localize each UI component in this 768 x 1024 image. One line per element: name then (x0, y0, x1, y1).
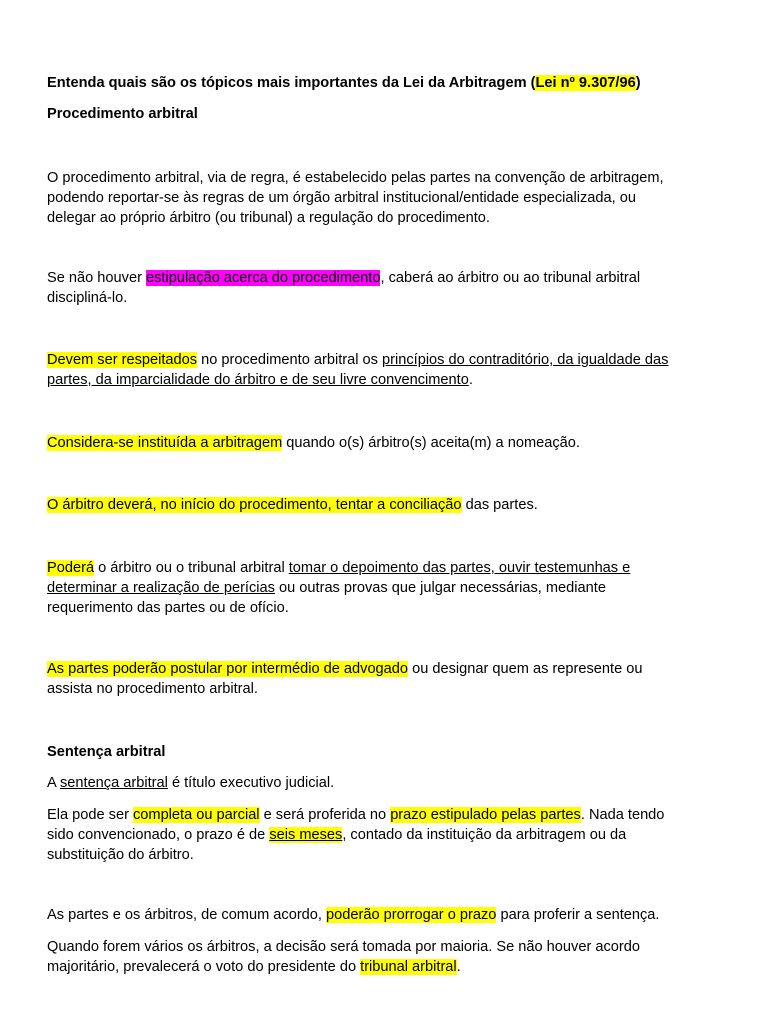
text-span: . (468, 372, 473, 388)
text-span: A (47, 775, 60, 791)
paragraph-procedimento (47, 168, 727, 228)
text-span: , caberá ao árbitro ou ao tribunal arbitral (380, 270, 641, 286)
text-span: , contado da instituição da arbitragem ou da (342, 827, 627, 843)
text-span: Ela pode ser (47, 807, 133, 823)
paragraph-line: O procedimento arbitral, via de regra, é estabelecido pelas partes na convenção de arbitragem, (47, 170, 664, 186)
underlined-text: partes, da imparcialidade do árbitro e de seu livre convencimento (47, 372, 469, 388)
paragraph-line (47, 773, 727, 793)
paragraph-titulo-executivo (47, 773, 727, 793)
paragraph-line (47, 558, 727, 578)
paragraph-prorrogar (47, 905, 727, 925)
yellow-highlight: Devem ser respeitados (47, 352, 198, 368)
text-span: quando o(s) árbitro(s) aceita(m) a nomeação. (282, 435, 580, 451)
paragraph-line: podendo reportar-se às regras de um órgão arbitral institucional/entidade especializada, ou (47, 190, 636, 206)
text-span: Se não houver (47, 270, 146, 286)
underlined-text: determinar a realização de perícias (47, 580, 275, 596)
paragraph-provas (47, 558, 727, 618)
yellow-highlight: Considera-se instituída a arbitragem (47, 435, 283, 451)
text-span: e será proferida no (259, 807, 391, 823)
yellow-highlight: completa ou parcial (133, 807, 260, 823)
paragraph-line: discipliná-lo. (47, 290, 128, 306)
yellow-highlight: prazo estipulado pelas partes (390, 807, 581, 823)
paragraph-line: Quando forem vários os árbitros, a decisão será tomada por maioria. Se não houver acordo (47, 939, 640, 955)
heading-procedimento-arbitral: Procedimento arbitral (47, 106, 198, 122)
paragraph-conciliacao (47, 495, 727, 515)
text-span: ou outras provas que julgar necessárias, mediante (274, 580, 606, 596)
yellow-highlight: tribunal arbitral (360, 959, 457, 975)
title-text: Entenda quais são os tópicos mais importantes da Lei da Arbitragem ( (47, 75, 536, 91)
title-close: ) (635, 75, 641, 91)
paragraph-line (47, 659, 727, 679)
text-span: o árbitro ou o tribunal arbitral (94, 560, 289, 576)
paragraph-line (47, 805, 727, 825)
text-span: majoritário, prevalecerá o voto do presidente do (47, 959, 361, 975)
text-span: As partes e os árbitros, de comum acordo, (47, 907, 327, 923)
paragraph-prazo (47, 805, 727, 865)
underlined-text: sentença arbitral (59, 775, 168, 791)
text-span: . Nada tendo (580, 807, 665, 823)
underlined-text: princípios do contraditório, da igualdade das (382, 352, 669, 368)
paragraph-line (47, 433, 727, 453)
yellow-highlight: As partes poderão postular por intermédio de advogado (47, 661, 409, 677)
text-span: é título executivo judicial. (167, 775, 335, 791)
yellow-highlight: poderão prorrogar o prazo (326, 907, 497, 923)
paragraph-maioria (47, 937, 727, 977)
text-span: no procedimento arbitral os (197, 352, 383, 368)
paragraph-line (47, 578, 727, 598)
paragraph-principios (47, 350, 727, 390)
text-span: sido convencionado, o prazo é de (47, 827, 270, 843)
heading-sentenca-arbitral: Sentença arbitral (47, 744, 166, 760)
yellow-highlight: O árbitro deverá, no início do procedimento, tentar a conciliação (47, 497, 462, 513)
paragraph-line: assista no procedimento arbitral. (47, 681, 258, 697)
paragraph-line (47, 905, 727, 925)
document-title (47, 73, 727, 93)
underlined-text: tomar o depoimento das partes, ouvir testemunhas e (288, 560, 631, 576)
text-span: para proferir a sentença. (496, 907, 660, 923)
paragraph-line: delegar ao próprio árbitro (ou tribunal) a regulação do procedimento. (47, 210, 490, 226)
paragraph-line (47, 370, 727, 390)
yellow-underlined-highlight: seis meses (269, 827, 343, 843)
paragraph-advogado (47, 659, 727, 699)
text-span: ou designar quem as represente ou (408, 661, 643, 677)
paragraph-line (47, 825, 727, 845)
paragraph-line (47, 350, 727, 370)
paragraph-line: requerimento das partes ou de ofício. (47, 600, 289, 616)
text-span: . (456, 959, 461, 975)
paragraph-line (47, 495, 727, 515)
yellow-highlight: Poderá (47, 560, 95, 576)
paragraph-line (47, 268, 727, 288)
law-reference-highlight: Lei nº 9.307/96 (535, 75, 636, 91)
paragraph-line: substituição do árbitro. (47, 847, 194, 863)
paragraph-estipulacao (47, 268, 727, 308)
magenta-highlight: estipulação acerca do procedimento (146, 270, 381, 286)
paragraph-line (47, 957, 727, 977)
paragraph-instituida (47, 433, 727, 453)
text-span: das partes. (461, 497, 538, 513)
